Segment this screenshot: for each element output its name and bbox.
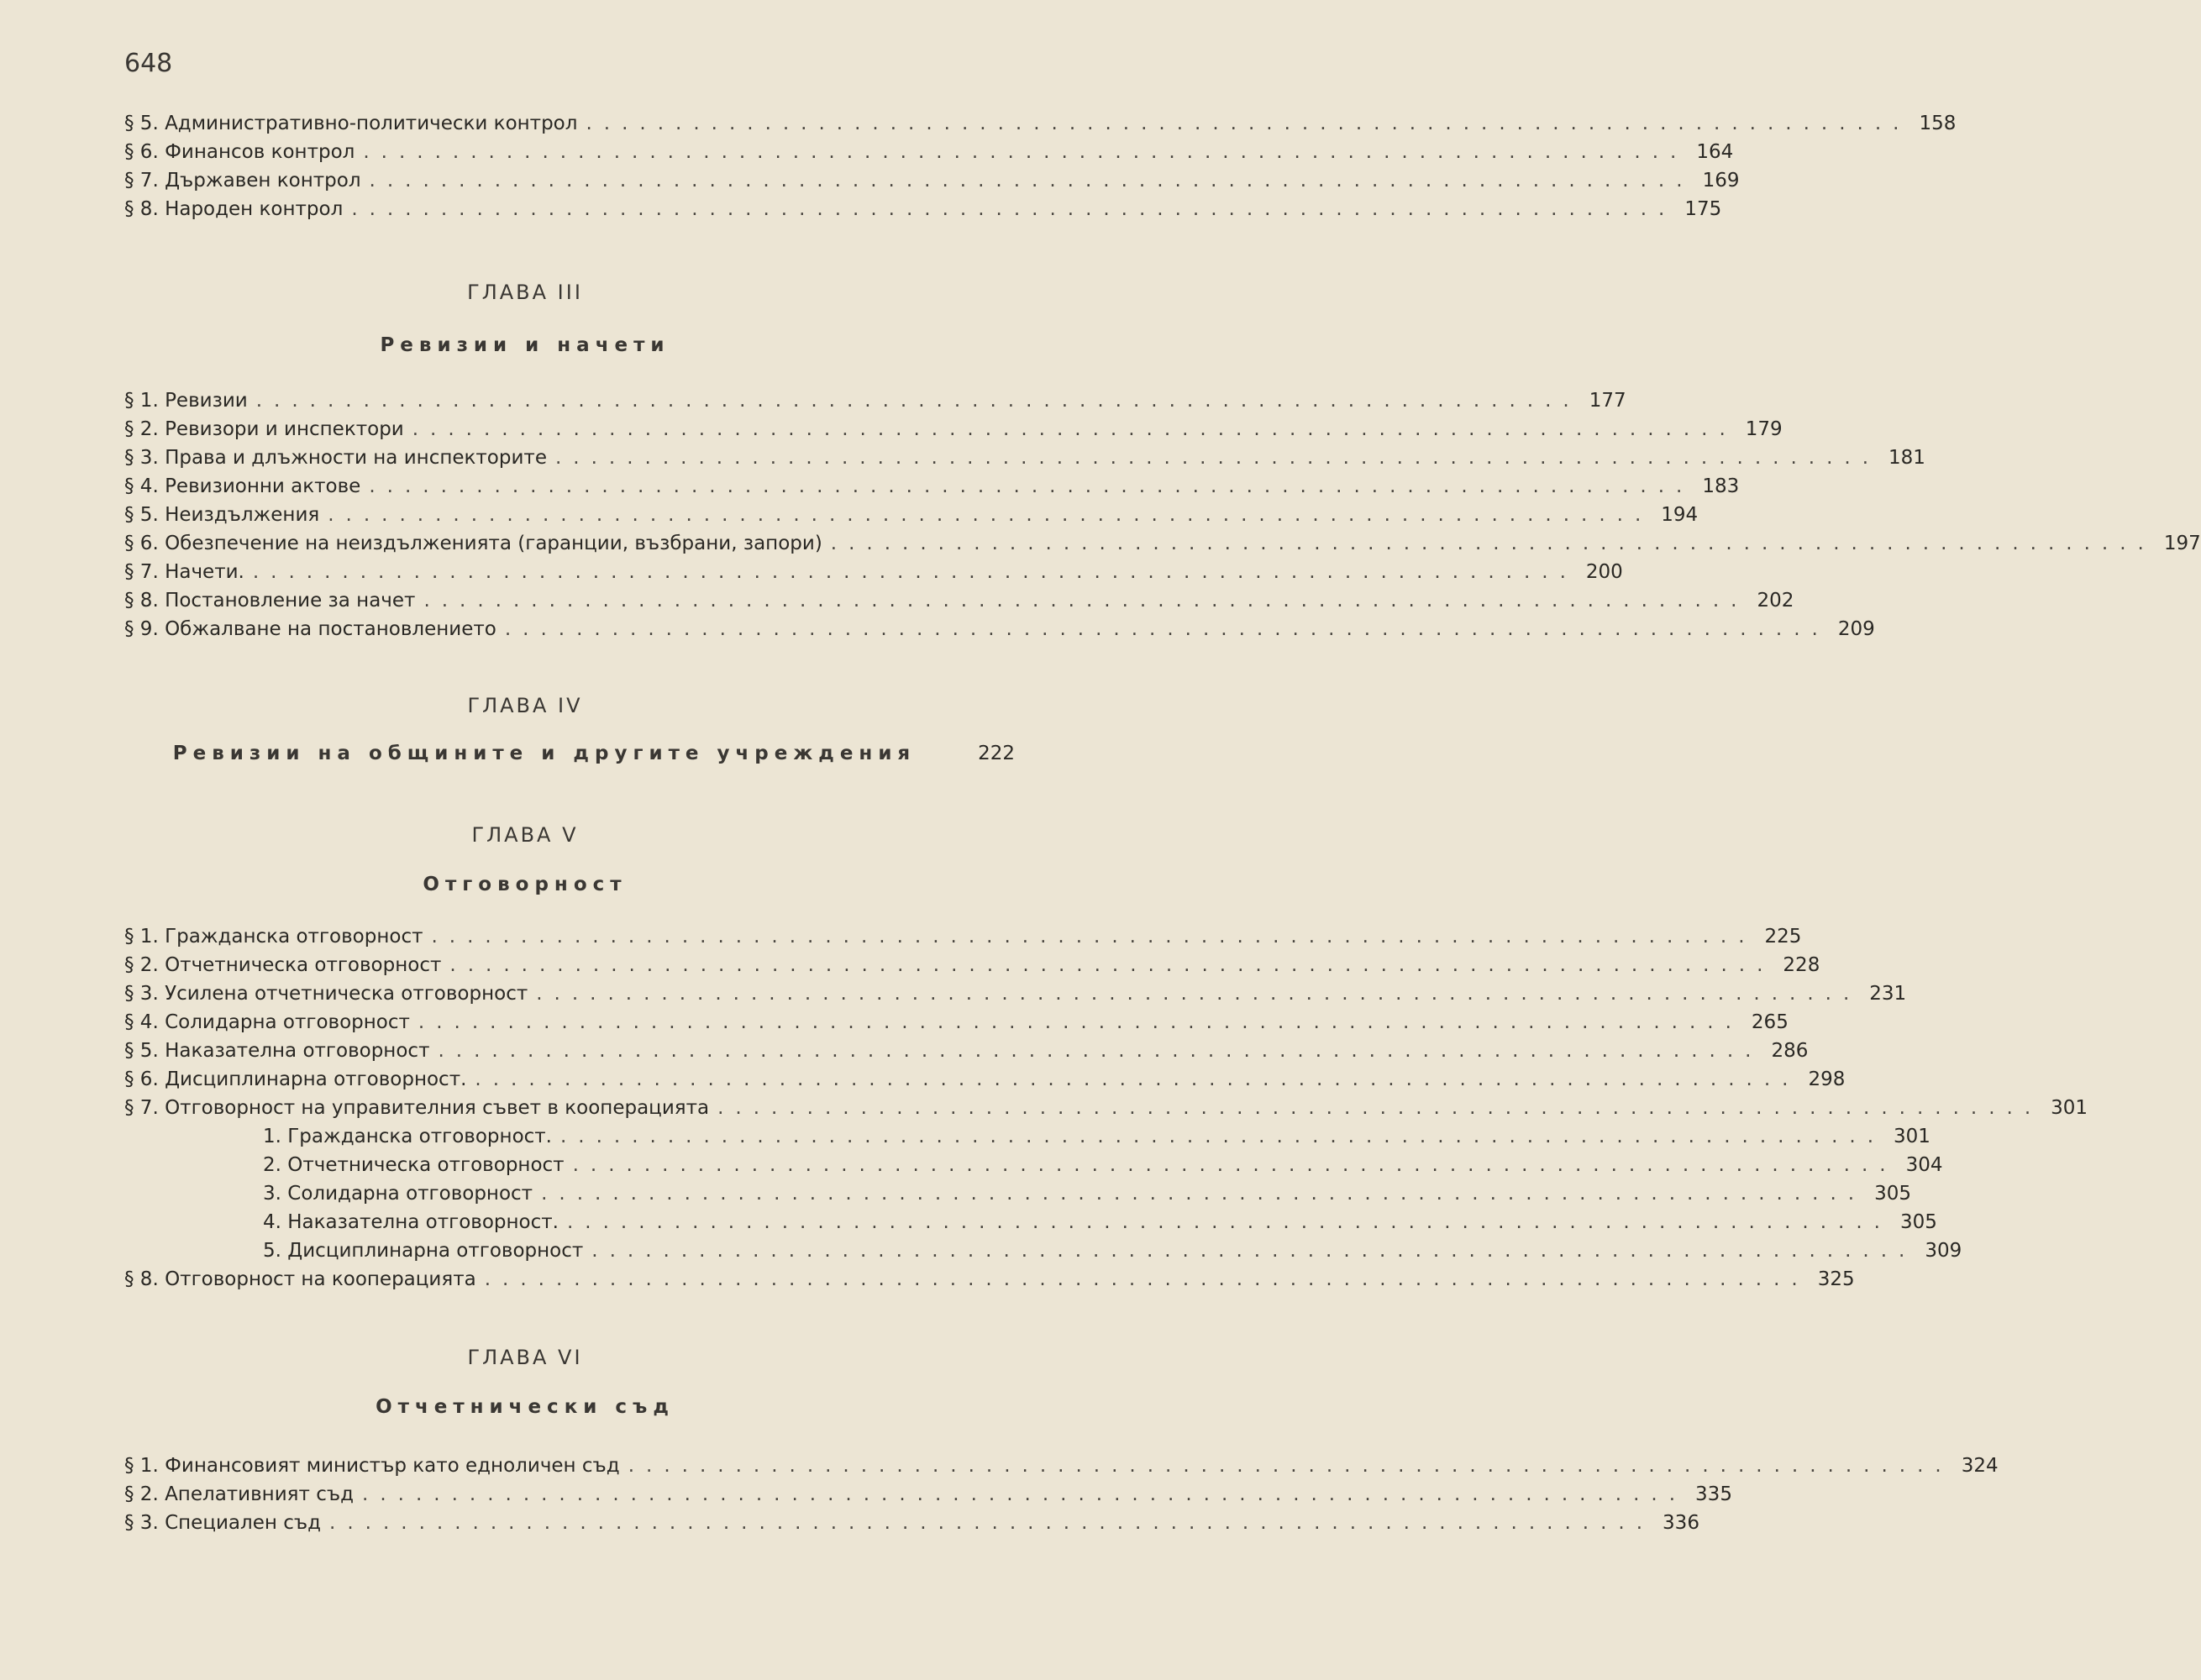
chapter-3-title: Ревизии и начети [380,334,670,356]
toc-subentry: 4. Наказателна отговорност. .......................................................................... 305 [263,1211,1937,1233]
chapter-3-entries [124,386,2201,643]
toc-entry: § 2. Апелативният съд .......................................................................... 335 [124,1483,1732,1505]
page-number: 648 [124,49,173,78]
chapter-6-title: Отчетнически съд [376,1396,675,1418]
toc-entry: § 6. Дисциплинарна отговорност. .......................................................................... 298 [124,1068,1846,1090]
toc-entry: § 2. Ревизори и инспектори .......................................................................... 179 [124,418,1783,440]
chapter-5-heading: ГЛАВА V [471,823,579,847]
chapter-5-title: Отговорност [423,874,628,895]
toc-entry: § 8. Народен контрол .......................................................................... 175 [124,198,1722,220]
toc-entry: § 8. Постановление за начет .......................................................................... 202 [124,590,1794,612]
toc-entry: § 1. Гражданска отговорност .......................................................................... 225 [124,926,1802,948]
toc-entry: § 9. Обжалване на постановлението .......................................................................... 209 [124,618,1875,640]
toc-entry: § 6. Финансов контрол .......................................................................... 164 [124,141,1734,163]
toc-entry: § 7. Отговорност на управителния съвет в кооперацията .......................................................................... 301 [124,1097,2088,1119]
toc-subentry: 3. Солидарна отговорност .......................................................................... 305 [263,1183,1912,1205]
toc-entry: § 6. Обезпечение на неиздълженията (гаранции, възбрани, запори) .......................................................................... 197 [124,533,2201,554]
chapter-4-title: Ревизии на общините и другите учреждения [172,743,917,764]
chapter-4-entry [124,743,1015,764]
chapter-5-entries [124,922,2088,1294]
chapter-4-page: 222 [978,743,1015,764]
chapter-4-heading: ГЛАВА IV [467,694,583,717]
toc-entry: § 4. Ревизионни актове .......................................................................... 183 [124,475,1740,497]
toc-entry: § 2. Отчетническа отговорност .......................................................................... 228 [124,954,1820,976]
toc-entry: § 3. Специален съд .......................................................................... 336 [124,1512,1699,1534]
toc-subentry: 5. Дисциплинарна отговорност .......................................................................... 309 [263,1240,1962,1262]
toc-entry: § 7. Държавен контрол .......................................................................... 169 [124,170,1740,192]
chapter-3-heading: ГЛАВА III [467,281,583,304]
toc-entry: § 1. Ревизии .......................................................................... 177 [124,390,1626,412]
toc-entry: § 8. Отговорност на кооперацията .......................................................................... 325 [124,1268,1855,1290]
toc-entry: § 5. Наказателна отговорност .......................................................................... 286 [124,1040,1809,1062]
toc-entry: § 1. Финансовият министър като едноличен съд .......................................................................... 324 [124,1455,1999,1477]
chapter-6-heading: ГЛАВА VI [467,1346,583,1369]
toc-entry: § 5. Административно-политически контрол .......................................................................... 158 [124,113,1957,134]
chapter-6-entries [124,1452,1999,1537]
toc-entry: § 4. Солидарна отговорност .......................................................................... 265 [124,1011,1789,1033]
toc-subentry: 2. Отчетническа отговорност .......................................................................... 304 [263,1154,1943,1176]
toc-entry: § 7. Начети. .......................................................................... 200 [124,561,1623,583]
toc-subentry: 1. Гражданска отговорност. .......................................................................... 301 [263,1126,1930,1147]
toc-entry: § 5. Неиздължения .......................................................................... 194 [124,504,1699,526]
toc-top-section [124,109,1957,223]
toc-entry: § 3. Права и длъжности на инспекторите .......................................................................... 181 [124,447,1925,469]
toc-entry: § 3. Усилена отчетническа отговорност .......................................................................... 231 [124,983,1907,1005]
